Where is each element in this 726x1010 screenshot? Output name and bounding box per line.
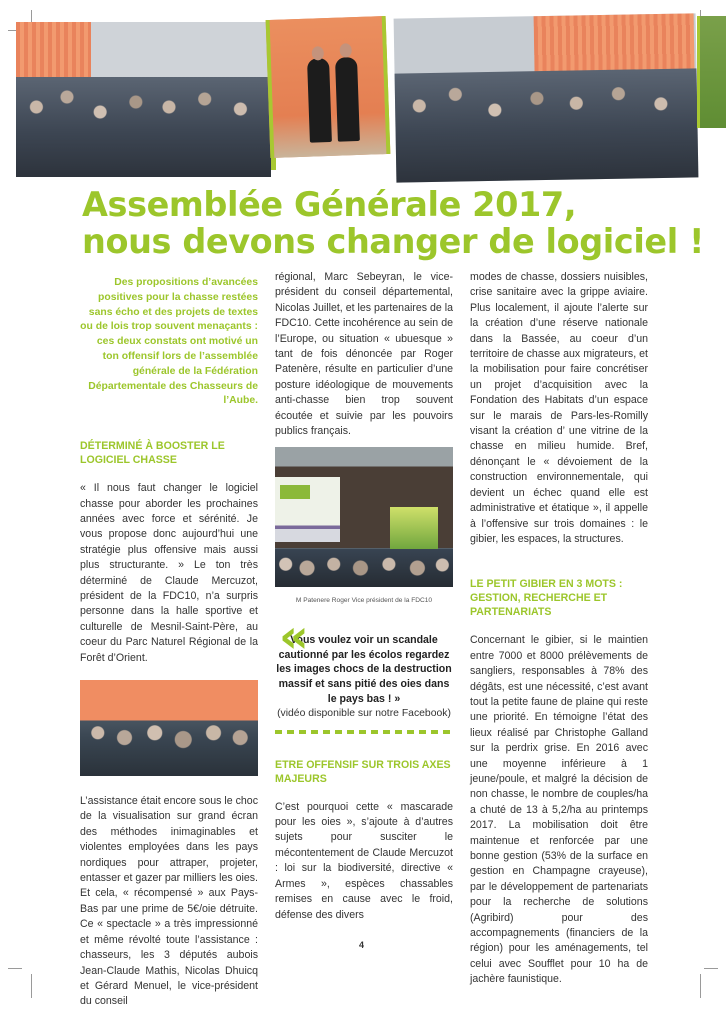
section-heading: DÉTERMINÉ À BOOSTER LE LOGICIEL CHASSE [80,440,225,467]
paragraph: régional, Marc Sebeyran, le vice-président du conseil départemental, Nicolas Juillet, et les partenaires de la FDC10. Cette incohérence au sein de l’Europe, ou situation « ubuesque » tant de fois dénoncée par Roger Patenère, résulte en particulier d’une posture idéologique de mouvements anti-chasse bien trop souvent écoutée et suivie par les pouvoirs publics français. [275,271,453,438]
dashed-divider [275,730,453,734]
photo-speaker-presentation [275,447,453,587]
quote-note: (vidéo disponible sur notre Facebook) [277,707,451,719]
audience [275,549,453,587]
photo-audience-hall [394,13,699,182]
pull-quote [275,608,453,722]
paragraph: C’est pourquoi cette « mascarade pour les oies », s’ajoute à d’autres sujets pour susciter le mécontentement de Claude Mercuzot : loi sur la biodiversité, directive « Armes », espèces chassables remises en cause avec le froid, défense des divers [275,800,453,921]
photo-edge-banner [697,16,726,128]
page-number: 4 [359,940,365,950]
paragraph: « Il nous faut changer le logiciel chasse pour aborder les prochaines années avec force et sérénité. Je vous propose donc aujourd’hui une stratégie plus offensive mais aussi plus structurante. » Le ton très déterminé de Claude Mercuzot, président de la FDC10, n’a surpris personne dans la halle sportive et culturelle de Mesnil-Saint-Père, au coeur du Parc Naturel Régional de la Forêt d’Orient. [80,482,258,664]
crop-mark [704,968,718,969]
crop-mark [700,974,701,998]
title-line-2: nous devons changer de logiciel ! [82,222,704,261]
paragraph: L’assistance était encore sous le choc de la visualisation sur grand écran des méthodes inimaginables et violentes employées dans les pays nordiques pour attraper, projeter, entasser et gazer par milliers les oies. Et cela, « récompensé » aux Pays-Bas par une prime de 5€/oie détruite. Ce « spectacle » a très impressionné et même révolté toute l’assistance : chasseurs, les 3 députés aubois Jean-Claude Mathis, Nicolas Dhuicq et Gérard Menuel, le vice-président du conseil [80,795,258,1008]
photo-speakers-stage [266,16,391,158]
title-line-1: Assemblée Générale 2017, [82,185,577,224]
paragraph: Concernant le gibier, si le maintien entre 7000 et 8000 prélèvements de sangliers, responsables à 78% des dégâts, est une nécessité, c’est avant tout la petite faune de plaine qui reste une priorité. En témoigne l’état des lieux réalisé par Christophe Galland sur la perdrix grise. En 2016 avec une moyenne inférieure à 1 jeune/poule, et malgré la décision de non chasse, le nombre de couples/ha a chuté de 13 à 5,2/ha au printemps 2017. La mobilisation doit être maintenue et renforcée par une bonne gestion (53% de la surface en gestion en Champagne crayeuse), par le développement de partenariats pour la recherche de solutions (Agribird) pour des accompagnements (financiers de la région) pour les aménagements, tel celui avec Soufflet pour 10 ha de jachère faunistique. [470,634,648,986]
projection-screen [275,477,340,542]
section-heading: ETRE OFFENSIF SUR TROIS AXES MAJEURS [275,758,451,785]
stage-banner [390,507,438,552]
photo-audience-rows [80,680,258,776]
photo-audience-trumpets [16,22,271,177]
quote-mark-icon: « [279,608,309,663]
paragraph: modes de chasse, dossiers nuisibles, crise sanitaire avec la grippe aviaire. Plus localement, il ajoute l’alerte sur la création d’une réserve nationale dans la Bassée, au coeur d’un territoire de chasse aux migrateurs, et la mobilisation pour faire concrétiser un projet d’acquisition avec la Fondation des Habitats d’un espace sur le marais de Pars-les-Romilly visant la création d’ une vitrine de la chasse en milieu humide. Bref, dénonçant le « dévoiement de la construction environnementale, qui devient un échec quand elle est administrative et étatique », il appelle à l’offensive sur trois domaines : le gibier, les espaces, la structures. [470,271,648,545]
article-lead: Des propositions d’avancées positives pour la chasse restées sans écho et des projets de textes ou de lois trop souvent menaçants : ces deux constats ont motivé un ton offensif lors de l’assemblée générale de la Fédération Départementale des Chasseurs de l’Aube. [80,277,258,407]
photo-caption: M Patenere Roger Vice président de la FDC10 [295,597,433,605]
section-heading: LE PETIT GIBIER EN 3 MOTS : GESTION, RECHERCHE ET PARTENARIATS [470,578,623,619]
crop-mark [8,968,22,969]
column-3 [470,270,648,988]
crop-mark [31,974,32,998]
photo-banner [0,0,726,180]
column-1 [80,270,258,1010]
quote-text: Vous voulez voir un scandale cautionné par les écolos regardez les images chocs de la destruction massif et sans pitié des oies dans le pays bas ! » [276,633,452,706]
column-2 [275,270,453,923]
article-title [82,186,704,260]
